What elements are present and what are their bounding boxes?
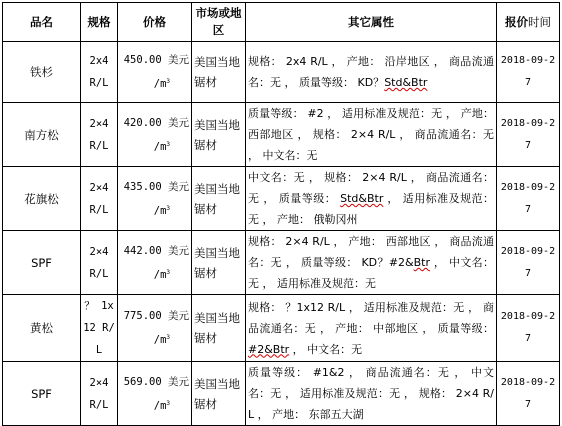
price-unit-exponent: 3	[166, 140, 171, 148]
product-price	[118, 42, 192, 103]
price-unit: /m	[153, 399, 167, 412]
product-spec: 2×4 R/L	[81, 167, 118, 231]
price-unit: /m	[153, 204, 167, 217]
properties-grade: #2&Btr	[248, 342, 290, 356]
table-row	[3, 167, 560, 231]
product-market: 美国当地锯材	[192, 167, 246, 231]
price-currency: 美元	[168, 116, 189, 129]
product-properties	[246, 103, 497, 167]
product-name: 花旗松	[3, 167, 81, 231]
price-value: 420.00	[123, 116, 162, 129]
properties-grade: Std&Btr	[384, 76, 428, 89]
quote-date: 2018-09-27	[497, 42, 560, 103]
price-unit: /m	[153, 140, 167, 153]
properties-text: 质量等级： #1&2 ， 商品流通名：无 ， 中文名：无 ， 适用标准及规范：无 ， 规格： 2×4 R/L ， 产地： 东部五大湖	[248, 366, 494, 421]
product-properties	[246, 231, 497, 295]
price-unit-exponent: 3	[166, 204, 171, 212]
product-price	[118, 362, 192, 426]
price-unit-exponent: 3	[166, 268, 171, 276]
product-properties	[246, 42, 497, 103]
product-market: 美国当地锯材	[192, 362, 246, 426]
header-date-bold: 报价	[505, 14, 528, 29]
product-market: 美国当地锯材	[192, 42, 246, 103]
product-price	[118, 295, 192, 362]
product-name: 铁杉	[3, 42, 81, 103]
product-market: 美国当地锯材	[192, 103, 246, 167]
properties-grade: Std&Btr	[340, 192, 384, 205]
product-properties	[246, 362, 497, 426]
header-price: 价格	[118, 3, 192, 42]
product-price	[118, 103, 192, 167]
product-spec: 2×4 R/L	[81, 231, 118, 295]
price-value: 442.00	[123, 244, 162, 257]
price-unit: /m	[153, 268, 167, 281]
price-currency: 美元	[168, 180, 189, 193]
quote-date: 2018-09-27	[497, 362, 560, 426]
properties-text: 中文名：无 ， 规格： 2×4 R/L ， 商品流通名：无 ， 质量等级：	[248, 171, 494, 205]
header-date-light: 时间	[528, 14, 551, 29]
price-currency: 美元	[168, 54, 189, 66]
product-properties	[246, 167, 497, 231]
price-value: 569.00	[123, 375, 162, 388]
product-spec: 2x4 R/L	[81, 42, 118, 103]
quote-date: 2018-09-27	[497, 103, 560, 167]
properties-text: 规格： 2x4 R/L ， 产地： 沿岸地区 ， 商品流通名：无 ， 质量等级： KD？	[248, 55, 494, 89]
quote-date: 2018-09-27	[497, 231, 560, 295]
product-name: SPF	[3, 362, 81, 426]
table-row	[3, 231, 560, 295]
price-value: 435.00	[123, 180, 162, 193]
quote-date: 2018-09-27	[497, 295, 560, 362]
quote-date: 2018-09-27	[497, 167, 560, 231]
table-row	[3, 103, 560, 167]
price-currency: 美元	[168, 310, 189, 322]
lumber-price-table	[2, 2, 560, 426]
properties-text-tail: ， 中文名：无	[289, 342, 363, 356]
price-currency: 美元	[168, 244, 189, 257]
header-props: 其它属性	[246, 3, 497, 42]
header-spec: 规格	[81, 3, 118, 42]
price-unit-exponent: 3	[166, 78, 171, 85]
properties-text-tail: ， 适用标准及规范：无 ， 产地： 俄勒冈州	[248, 192, 494, 226]
table-row	[3, 295, 560, 362]
product-spec: 2×4 R/L	[81, 362, 118, 426]
product-spec: 2×4 R/L	[81, 103, 118, 167]
price-unit-exponent: 3	[166, 399, 171, 407]
price-unit: /m	[153, 78, 167, 90]
price-unit: /m	[153, 334, 167, 346]
product-name: 黄松	[3, 295, 81, 362]
product-properties	[246, 295, 497, 362]
header-name: 品名	[3, 3, 81, 42]
properties-text-tail: ， 中文名：无 ， 适用标准及规范：无	[248, 256, 495, 290]
product-price	[118, 231, 192, 295]
table-row	[3, 42, 560, 103]
properties-grade: Btr	[413, 256, 431, 269]
header-market: 市场或地区	[192, 3, 246, 42]
table-row	[3, 362, 560, 426]
price-unit-exponent: 3	[166, 334, 171, 341]
product-spec: ？ 1x12 R/L	[81, 295, 118, 362]
product-market: 美国当地锯材	[192, 295, 246, 362]
price-value: 450.00	[123, 54, 162, 66]
properties-text: 规格： 2×4 R/L ， 产地： 西部地区 ， 商品流通名：无 ， 质量等级： KD？#2&	[248, 235, 494, 269]
product-price	[118, 167, 192, 231]
price-value: 775.00	[123, 310, 162, 322]
price-currency: 美元	[168, 375, 189, 388]
product-market: 美国当地锯材	[192, 231, 246, 295]
header-date	[497, 3, 560, 42]
properties-text: 规格： ？1x12 R/L ， 适用标准及规范：无 ， 商品流通名：无 ， 产地： 中部地区 ， 质量等级：	[248, 300, 494, 335]
header-row	[3, 3, 560, 42]
product-name: 南方松	[3, 103, 81, 167]
product-name: SPF	[3, 231, 81, 295]
properties-text: 质量等级： #2 ， 适用标准及规范：无 ， 产地： 西部地区 ， 规格： 2×4 R/L ， 商品流通名：无 ， 中文名：无	[248, 107, 494, 162]
